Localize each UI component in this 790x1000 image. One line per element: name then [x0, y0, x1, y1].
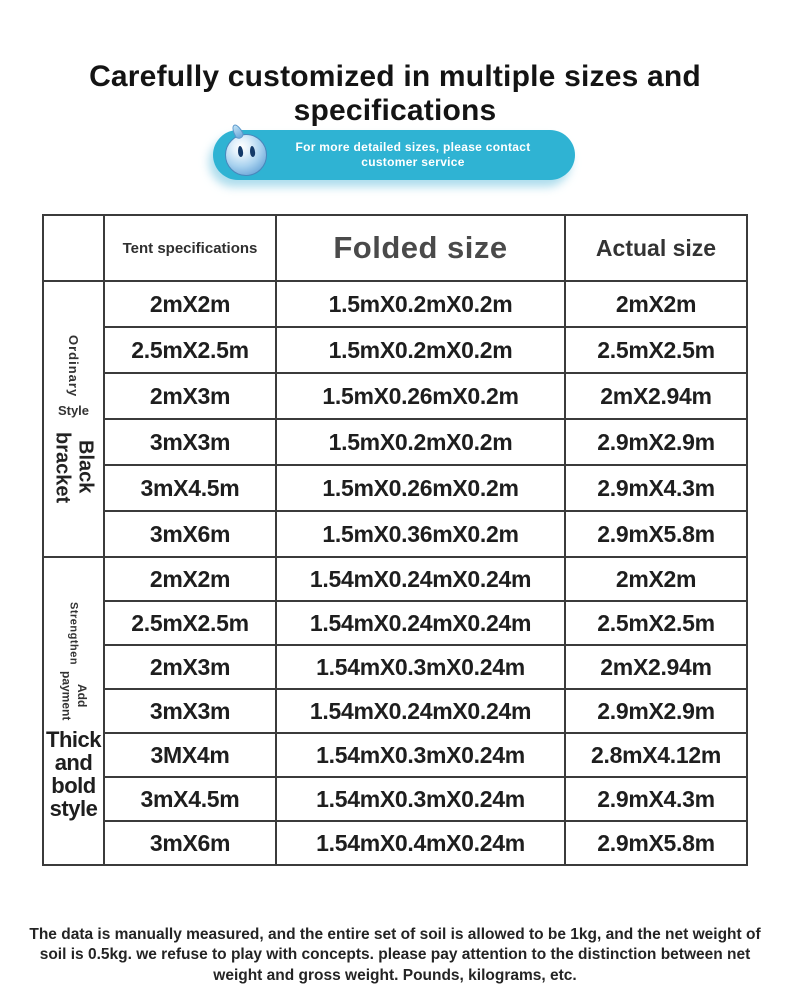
spec-cell: 3mX6m [104, 821, 276, 865]
spec-cell: 2mX2m [104, 557, 276, 601]
group1-label-ordinary: Ordinary [66, 335, 81, 398]
actual-cell: 2.5mX2.5m [565, 601, 747, 645]
spec-cell: 3mX3m [104, 419, 276, 465]
group2-label-strengthen: Strengthen [67, 601, 80, 665]
group1-label-black-bracket [51, 432, 97, 503]
actual-cell: 2.5mX2.5m [565, 327, 747, 373]
header-tent-specifications: Tent specifications [104, 215, 276, 281]
page-title: Carefully customized in multiple sizes and specifications [89, 60, 701, 127]
size-spec-table [42, 214, 748, 866]
folded-cell: 1.5mX0.2mX0.2m [276, 327, 565, 373]
table-row [43, 465, 747, 511]
actual-cell: 2mX2.94m [565, 645, 747, 689]
table-row [43, 601, 747, 645]
folded-cell: 1.54mX0.4mX0.24m [276, 821, 565, 865]
black-bracket-line1: Black [74, 440, 97, 494]
folded-cell: 1.54mX0.3mX0.24m [276, 733, 565, 777]
group2-label-add-payment [58, 671, 89, 720]
table-row [43, 419, 747, 465]
folded-cell: 1.54mX0.24mX0.24m [276, 557, 565, 601]
contact-service-text [295, 140, 530, 170]
folded-cell: 1.5mX0.2mX0.2m [276, 419, 565, 465]
contact-service-banner[interactable] [213, 130, 575, 180]
spec-cell: 2.5mX2.5m [104, 601, 276, 645]
actual-cell: 2.9mX2.9m [565, 689, 747, 733]
spec-cell: 3mX3m [104, 689, 276, 733]
contact-line-2: customer service [361, 155, 465, 169]
spec-cell: 2mX3m [104, 645, 276, 689]
folded-cell: 1.54mX0.24mX0.24m [276, 689, 565, 733]
group2-label-thick-bold-style: Thick and bold style [46, 727, 101, 822]
folded-cell: 1.5mX0.2mX0.2m [276, 281, 565, 327]
add-payment-line2: payment [59, 670, 74, 721]
contact-line-1: For more detailed sizes, please contact [295, 140, 531, 154]
table-row [43, 557, 747, 601]
table-row [43, 511, 747, 557]
group-label-thick-bold [43, 557, 104, 865]
mascot-eye-right [249, 146, 255, 157]
mascot-eye-left [237, 146, 243, 157]
table-row [43, 281, 747, 327]
folded-cell: 1.5mX0.26mX0.2m [276, 373, 565, 419]
group1-label-style: Style [57, 402, 90, 418]
table-row [43, 777, 747, 821]
folded-cell: 1.54mX0.24mX0.24m [276, 601, 565, 645]
actual-cell: 2mX2m [565, 557, 747, 601]
add-payment-line1: Add [75, 683, 90, 707]
group-label-black-bracket [43, 281, 104, 557]
actual-cell: 2.9mX5.8m [565, 511, 747, 557]
header-folded-size: Folded size [276, 215, 565, 281]
actual-cell: 2mX2.94m [565, 373, 747, 419]
measurement-disclaimer: The data is manually measured, and the entire set of soil is allowed to be 1kg, and the net weight of soil is 0.5kg. we refuse to play with concepts. please pay attention to the distinction between net weight and gross weight. Pounds, kilograms, etc. [29, 926, 761, 984]
folded-cell: 1.54mX0.3mX0.24m [276, 777, 565, 821]
table-row [43, 327, 747, 373]
folded-cell: 1.5mX0.26mX0.2m [276, 465, 565, 511]
spec-cell: 3MX4m [104, 733, 276, 777]
water-drop-mascot-icon [225, 134, 267, 176]
black-bracket-line2: bracket [51, 431, 74, 503]
header-actual-size: Actual size [565, 215, 747, 281]
spec-cell: 2mX2m [104, 281, 276, 327]
header-empty-cell [43, 215, 104, 281]
spec-cell: 2mX3m [104, 373, 276, 419]
spec-cell: 3mX6m [104, 511, 276, 557]
actual-cell: 2.9mX4.3m [565, 777, 747, 821]
table-row [43, 821, 747, 865]
actual-cell: 2.9mX4.3m [565, 465, 747, 511]
spec-cell: 3mX4.5m [104, 465, 276, 511]
spec-cell: 2.5mX2.5m [104, 327, 276, 373]
table-row [43, 733, 747, 777]
folded-cell: 1.5mX0.36mX0.2m [276, 511, 565, 557]
actual-cell: 2.9mX2.9m [565, 419, 747, 465]
table-row [43, 689, 747, 733]
table-row [43, 645, 747, 689]
spec-cell: 3mX4.5m [104, 777, 276, 821]
actual-cell: 2.8mX4.12m [565, 733, 747, 777]
folded-cell: 1.54mX0.3mX0.24m [276, 645, 565, 689]
table-header-row [43, 215, 747, 281]
table-row [43, 373, 747, 419]
actual-cell: 2mX2m [565, 281, 747, 327]
actual-cell: 2.9mX5.8m [565, 821, 747, 865]
